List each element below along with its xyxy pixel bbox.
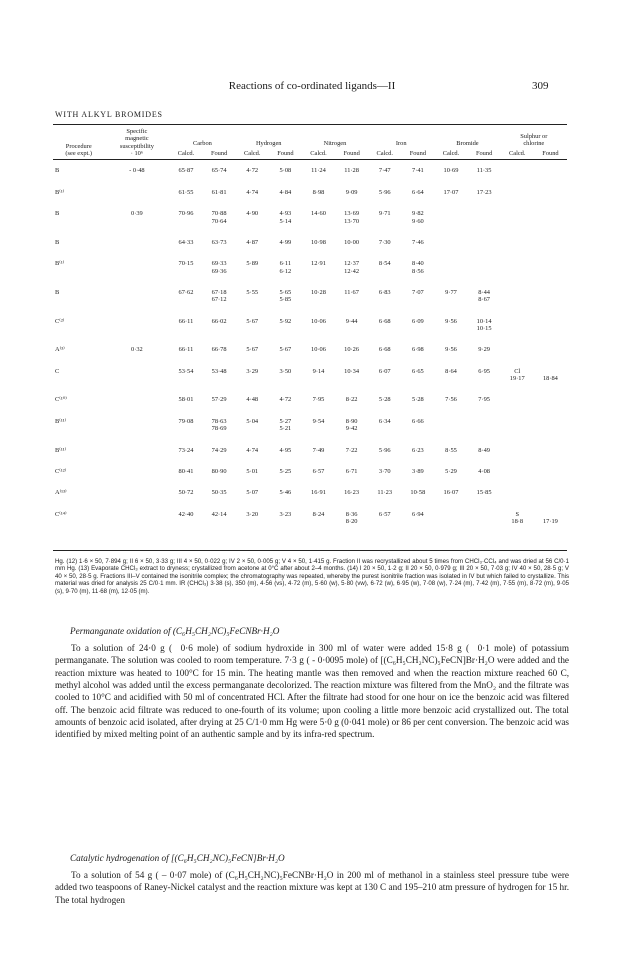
cell-fe-found: 7·46 (412, 238, 424, 246)
cell-proc: A⁽¹³⁾ (55, 489, 67, 497)
cell-h-calc: 5·67 (246, 317, 259, 325)
cell-h-found: 5·46 (279, 489, 292, 497)
cell-sus (104, 253, 169, 282)
cell-c-found: 65·74 (211, 167, 227, 175)
cell-h-found: 6·11 6·12 (279, 260, 292, 275)
table-row (53, 361, 567, 390)
cell-s-found (534, 282, 567, 311)
cell-s-calc (501, 411, 534, 440)
cell-h-calc: 4·90 (246, 210, 259, 218)
cell-fe-found: 3·89 (412, 467, 424, 475)
cell-br-calc (434, 203, 467, 232)
subcol-calcd: Calcd. (310, 150, 327, 158)
cell-proc: B (55, 238, 60, 246)
cell-h-found: 5·92 (279, 317, 292, 325)
cell-n-calc: 14·60 (311, 210, 326, 218)
subcol-found: Found (542, 150, 559, 158)
cell-fe-calc: 6·57 (378, 510, 391, 518)
cell-h-calc: 5·89 (246, 260, 259, 268)
cell-n-found: 9·44 (345, 317, 358, 325)
cell-c-calc: 66·11 (178, 346, 194, 354)
cell-c-found: 50·35 (211, 489, 227, 497)
cell-c-calc: 53·54 (178, 367, 194, 375)
cell-s-found (534, 160, 567, 181)
table-row (53, 182, 567, 203)
cell-proc: B (55, 210, 60, 218)
cell-proc: C⁽¹²⁾ (55, 467, 67, 475)
cell-br-found: 4·08 (478, 467, 490, 475)
cell-n-found: 7·22 (345, 446, 358, 454)
cell-n-found: 9·09 (345, 188, 358, 196)
cell-proc: B (55, 167, 60, 175)
subcol-found: Found (409, 150, 427, 158)
cell-h-calc: 5·55 (246, 288, 259, 296)
cell-fe-calc: 3·70 (378, 467, 391, 475)
cell-proc: C⁽¹⁰⁾ (55, 396, 67, 404)
cell-proc: B⁽¹⁾ (55, 260, 65, 268)
cell-fe-calc: 11·23 (377, 489, 393, 497)
cell-sus (104, 482, 169, 503)
cell-c-calc: 64·33 (178, 238, 194, 246)
cell-h-calc: 3·29 (246, 367, 259, 375)
cell-n-found: 10·26 (344, 346, 360, 354)
cell-h-found: 4·84 (279, 188, 292, 196)
cell-h-calc: 5·04 (246, 417, 259, 425)
cell-fe-calc: 7·30 (378, 238, 391, 246)
col-nitrogen: Nitrogen (323, 140, 347, 148)
cell-n-calc: 7·95 (312, 396, 325, 404)
cell-h-found: 5·25 (279, 467, 292, 475)
cell-s-calc (501, 282, 534, 311)
cell-br-calc: 9·77 (445, 288, 457, 296)
cell-c-found: 53·48 (211, 367, 227, 375)
cell-fe-found: 6·23 (412, 446, 424, 454)
table-row (53, 160, 567, 181)
section-body-hydrogenation (55, 869, 569, 906)
cell-proc: B⁽¹¹⁾ (55, 446, 67, 454)
cell-c-calc: 65·87 (178, 167, 194, 175)
cell-c-calc: 70·96 (178, 210, 194, 218)
table-row (53, 253, 567, 282)
col-susceptibility: Specific magnetic susceptibility · 10⁶ (119, 128, 154, 158)
cell-c-found: 57·29 (211, 396, 227, 404)
cell-br-calc: 9·56 (445, 346, 457, 354)
analysis-table (53, 128, 567, 532)
cell-c-found: 74·29 (211, 446, 227, 454)
cell-s-found (534, 389, 567, 410)
cell-fe-calc: 6·83 (378, 288, 391, 296)
cell-h-calc: 4·74 (246, 446, 259, 454)
cell-br-calc (434, 253, 467, 282)
paragraph: To a solution of 24·0 g ( 0·6 mole) of sodium hydroxide in 300 ml of water were added 15·8 g ( 0·1 mole) of potassium permanganate. The solution was cooled to room temperature. 7·3 g ( - 0·0095 mole) of [(C₆H₅CH₂NC)₅FeCN]Br·H₂O were added and the reaction mixture was heated to 100°C for 15 min. The heating mantle was then removed and when the reaction mixture reached 60 C, methyl alcohol was added until the excess permanganate decolorized. The reaction mixture was filtered from the MnO₂ and the filtrate was cooled to 10°C and acidified with 50 ml of concentrated HCl. After the filtrate had stood for one hour on ice the benzoic acid was filtered off. The benzoic acid filtrate was reduced to one-fourth of its volume; upon cooling a little more benzoic acid crystallized out. The total amounts of benzoic acid isolated, after drying at 25 C/1·0 mm Hg were 5·0 g (0·041 mole) or 86 per cent conversion. The benzoic acid was identified by mixed melting point of an authentic sample and by its infra-red spectrum. (55, 643, 569, 740)
cell-c-calc: 67·62 (178, 288, 194, 296)
table-row (53, 482, 567, 503)
cell-br-calc: 8·64 (445, 367, 457, 375)
cell-sus (104, 411, 169, 440)
cell-br-found: 9·29 (478, 346, 490, 354)
cell-h-found: 3·50 (279, 367, 292, 375)
cell-h-found: 4·95 (279, 446, 292, 454)
cell-n-calc: 7·49 (312, 446, 325, 454)
cell-c-found: 66·78 (211, 346, 227, 354)
cell-h-calc: 4·87 (246, 238, 259, 246)
cell-br-calc: 16·07 (443, 489, 459, 497)
cell-sus: - 0·48 (129, 167, 145, 175)
cell-s-calc (501, 461, 534, 482)
cell-br-found: 7·95 (478, 396, 490, 404)
table-footnote: Hg. (12) 1·6 × 50, 7·894 g; II 6 × 50, 3·33 g; III 4 × 50, 0·022 g; IV 2 × 50, 0·005 g; V 4 × 50, 1·415 g. Fraction II was recrystallized about 5 times from CHCl₃·CCl₄ and was dried at 56 C/0·1 mm Hg. (13) Evaporate CHCl₃ extract to dryness; crystallized from acetone at 0°C after about 2–4 months. (14) I 20 × 50, 1·2 g; II 20 × 50, 0·979 g; III 20 × 50, 7·03 g; IV 40 × 50, 28·5 g; V 40 × 50, 28·5 g. Fractions III–V contained the isonitrile complex; the chromatography was repeated, whereby the purest isonitrile fraction was isolated in IV but which failed to crystallize. This material was dried for analysis 25 C/0·1 mm. IR (CHCl₃) 3·38 (s), 350 (m), 4·56 (vs), 4·72 (m), 5·60 (w), 5·80 (vw), 6·72 (w), 6·95 (w), 7·08 (w), 7·24 (m), 7·42 (m), 7·55 (m), 8·72 (m), 9·05 (s), 9·70 (m), 11·68 (m), 12·05 (m). (55, 558, 569, 595)
table-top-rule (53, 124, 567, 125)
cell-s-found: 17·19 (542, 517, 558, 525)
paragraph: To a solution of 54 g ( – 0·07 mole) of (C₆H₅CH₂NC)₅FeCNBr·H₂O in 200 ml of methanol in a stainless steel pressure tube were added two teaspoons of Raney-Nickel catalyst and the reaction mixture was kept at 130 C and 195–210 atm pressure of hydrogen for 15 hr. The total hydrogen (55, 870, 569, 905)
cell-br-calc: 10·69 (443, 167, 459, 175)
cell-s-calc (501, 482, 534, 503)
cell-sus (104, 282, 169, 311)
cell-c-found: 67·18 67·12 (211, 288, 227, 304)
cell-n-calc: 10·06 (311, 317, 326, 325)
cell-sus (104, 461, 169, 482)
col-procedure: Procedure (see expt.) (65, 142, 93, 158)
cell-s-found (534, 253, 567, 282)
cell-s-calc (501, 232, 534, 253)
cell-br-found (468, 504, 501, 533)
subcol-found: Found (210, 150, 228, 158)
subcol-calcd: Calcd. (177, 150, 195, 158)
cell-fe-found: 6·94 (412, 510, 424, 518)
cell-fe-calc: 5·96 (378, 446, 391, 454)
cell-s-found (534, 440, 567, 461)
cell-h-found: 5·27 5·21 (279, 417, 292, 433)
table-row (53, 461, 567, 482)
cell-br-found: 10·14 10·15 (476, 317, 492, 333)
cell-c-calc: 50·72 (178, 489, 194, 497)
cell-sus: 0·39 (131, 210, 143, 218)
cell-fe-found: 10·58 (410, 489, 426, 497)
cell-c-found: 80·90 (211, 467, 227, 475)
cell-fe-found: 6·65 (412, 367, 424, 375)
cell-fe-calc: 6·68 (378, 317, 391, 325)
subcol-calcd: Calcd. (243, 150, 261, 158)
cell-c-calc: 61·55 (178, 188, 194, 196)
table-row (53, 203, 567, 232)
cell-br-found: 8·44 8·67 (478, 288, 490, 304)
cell-s-calc (501, 253, 534, 282)
cell-fe-found: 7·41 (412, 167, 424, 175)
table-row (53, 440, 567, 461)
cell-fe-found: 6·64 (412, 188, 424, 196)
cell-c-calc: 73·24 (178, 446, 194, 454)
subcol-calcd: Calcd. (508, 150, 526, 158)
cell-br-calc: 9·56 (445, 317, 457, 325)
cell-br-calc: 5·29 (445, 467, 457, 475)
cell-n-calc: 8·98 (312, 188, 325, 196)
cell-n-found: 6·71 (345, 467, 358, 475)
cell-br-found (468, 411, 501, 440)
cell-fe-calc: 6·68 (378, 346, 391, 354)
cell-h-calc: 4·48 (246, 396, 259, 404)
subcol-calcd: Calcd. (442, 150, 460, 158)
col-hydrogen: Hydrogen (255, 140, 282, 148)
cell-h-found: 4·99 (279, 238, 292, 246)
subcol-found: Found (343, 150, 360, 158)
cell-sus (104, 504, 169, 533)
cell-br-found: 8·49 (478, 446, 490, 454)
cell-n-found: 11·28 (344, 167, 359, 175)
page-number: 309 (532, 80, 549, 92)
cell-n-found: 12·37 12·42 (344, 260, 360, 275)
col-sulphur: Sulphur or chlorine (520, 132, 548, 148)
cell-br-found (468, 232, 501, 253)
cell-c-calc: 79·08 (178, 417, 194, 425)
cell-h-calc: 4·72 (246, 167, 259, 175)
cell-sus: 0·32 (131, 346, 143, 354)
cell-fe-found: 5·28 (412, 396, 424, 404)
cell-proc: C⁽²⁾ (55, 317, 65, 325)
cell-s-calc (501, 203, 534, 232)
cell-c-found: 70·88 70·64 (211, 210, 227, 225)
cell-c-found: 63·73 (211, 238, 227, 246)
cell-n-calc: 16·91 (311, 489, 326, 497)
table-row (53, 389, 567, 410)
cell-br-found: 11·35 (476, 167, 492, 175)
cell-n-found: 8·90 9·42 (345, 417, 358, 433)
section-heading-permanganate: Permanganate oxidation of (C₆H₅CH₂NC)₅FeCNBr·H₂O (70, 626, 280, 636)
cell-s-found (534, 461, 567, 482)
cell-proc: C⁽¹⁴⁾ (55, 510, 67, 518)
cell-fe-calc: 5·28 (378, 396, 391, 404)
cell-fe-calc: 5·96 (378, 188, 391, 196)
cell-n-calc: 10·06 (311, 346, 326, 354)
cell-sus (104, 182, 169, 203)
cell-n-calc: 12·91 (311, 260, 326, 268)
cell-n-calc: 6·57 (312, 467, 325, 475)
cell-c-calc: 80·41 (178, 467, 194, 475)
cell-fe-calc: 9·71 (378, 210, 391, 218)
cell-br-found (468, 203, 501, 232)
cell-s-calc: Cl 19·17 (509, 367, 525, 383)
table-row (53, 411, 567, 440)
cell-n-calc: 8·24 (312, 510, 325, 518)
cell-s-calc (501, 339, 534, 360)
cell-s-found (534, 311, 567, 340)
cell-n-calc: 11·24 (311, 167, 326, 175)
cell-n-found: 10·00 (344, 238, 360, 246)
table-bottom-rule (53, 550, 567, 551)
cell-h-calc: 3·20 (246, 510, 259, 518)
cell-n-calc: 9·54 (312, 417, 325, 425)
cell-n-found: 10·34 (344, 367, 360, 375)
cell-br-found: 17·23 (476, 188, 492, 196)
cell-fe-calc: 6·07 (378, 367, 391, 375)
cell-s-found (534, 232, 567, 253)
cell-h-calc: 5·01 (246, 467, 259, 475)
cell-c-found: 42·14 (211, 510, 227, 518)
table-row (53, 311, 567, 340)
cell-br-found: 6·95 (478, 367, 490, 375)
cell-s-calc (501, 389, 534, 410)
cell-c-calc: 66·11 (178, 317, 194, 325)
cell-n-found: 13·69 13·70 (344, 210, 360, 225)
cell-s-calc (501, 311, 534, 340)
cell-br-calc (434, 504, 467, 533)
cell-n-calc: 9·14 (312, 367, 325, 375)
cell-fe-calc: 7·47 (378, 167, 391, 175)
cell-h-found: 5·67 (279, 346, 292, 354)
cell-proc: B (55, 288, 60, 296)
col-carbon: Carbon (193, 140, 212, 148)
cell-c-found: 78·63 78·69 (211, 417, 227, 433)
cell-h-found: 3·23 (279, 510, 292, 518)
cell-proc: B⁽¹⁾ (55, 188, 65, 196)
section-label: WITH ALKYL BROMIDES (55, 110, 163, 119)
col-bromide: Bromide (456, 140, 479, 148)
cell-h-found: 5·08 (279, 167, 292, 175)
subcol-found: Found (277, 150, 294, 158)
section-body-permanganate (55, 642, 569, 741)
cell-s-found (534, 203, 567, 232)
cell-c-found: 69·33 69·36 (211, 260, 227, 275)
cell-s-calc (501, 440, 534, 461)
cell-n-found: 16·23 (344, 489, 360, 497)
cell-h-found: 4·72 (279, 396, 292, 404)
cell-s-found (534, 339, 567, 360)
cell-br-calc (434, 411, 467, 440)
cell-sus (104, 232, 169, 253)
cell-h-found: 4·93 5·14 (279, 210, 292, 225)
cell-s-found (534, 482, 567, 503)
cell-br-calc: 8·55 (445, 446, 457, 454)
cell-s-found (534, 182, 567, 203)
cell-h-calc: 5·07 (246, 489, 259, 497)
section-heading-hydrogenation: Catalytic hydrogenation of [(C₆H₅CH₂NC)₅FeCN]Br·H₂O (70, 853, 285, 863)
cell-s-found (534, 411, 567, 440)
cell-sus (104, 440, 169, 461)
table-row (53, 339, 567, 360)
cell-br-calc: 7·56 (445, 396, 457, 404)
running-title: Reactions of co-ordinated ligands—II (228, 80, 396, 92)
cell-fe-calc: 6·34 (378, 417, 391, 425)
cell-n-found: 8·22 (345, 396, 358, 404)
cell-c-found: 66·02 (211, 317, 227, 325)
cell-proc: B⁽¹¹⁾ (55, 417, 67, 425)
cell-n-found: 8·36 8·20 (345, 510, 358, 525)
cell-sus (104, 311, 169, 340)
cell-br-found: 15·85 (476, 489, 492, 497)
table-row (53, 504, 567, 533)
cell-proc: A⁽³⁾ (55, 346, 65, 354)
cell-proc: C (55, 367, 60, 375)
cell-c-calc: 42·40 (178, 510, 194, 518)
cell-c-calc: 58·01 (178, 396, 194, 404)
cell-fe-found: 9·82 9·60 (412, 210, 424, 225)
cell-h-calc: 4·74 (246, 188, 259, 196)
cell-fe-found: 6·66 (412, 417, 424, 425)
cell-c-calc: 70·15 (178, 260, 194, 268)
cell-fe-found: 6·98 (412, 346, 424, 354)
cell-fe-found: 6·09 (412, 317, 424, 325)
cell-fe-found: 7·07 (412, 288, 424, 296)
cell-s-calc (501, 160, 534, 181)
table-row (53, 232, 567, 253)
col-iron: Iron (395, 140, 407, 148)
cell-br-found (468, 253, 501, 282)
cell-sus (104, 389, 169, 410)
cell-h-calc: 5·67 (246, 346, 259, 354)
subcol-found: Found (475, 150, 493, 158)
cell-br-calc: 17·07 (443, 188, 459, 196)
cell-sus (104, 361, 169, 390)
cell-fe-found: 8·40 8·56 (412, 260, 424, 275)
cell-br-calc (434, 232, 467, 253)
cell-n-found: 11·67 (344, 288, 359, 296)
cell-s-calc: S 18·8 (511, 510, 524, 525)
subcol-calcd: Calcd. (376, 150, 393, 158)
cell-n-calc: 10·98 (311, 238, 326, 246)
cell-h-found: 5·65 5·85 (279, 288, 292, 304)
cell-fe-calc: 8·54 (378, 260, 391, 268)
cell-n-calc: 10·28 (311, 288, 326, 296)
cell-c-found: 61·81 (211, 188, 227, 196)
table-row (53, 282, 567, 311)
cell-s-calc (501, 182, 534, 203)
cell-s-found: 18·84 (542, 375, 558, 383)
